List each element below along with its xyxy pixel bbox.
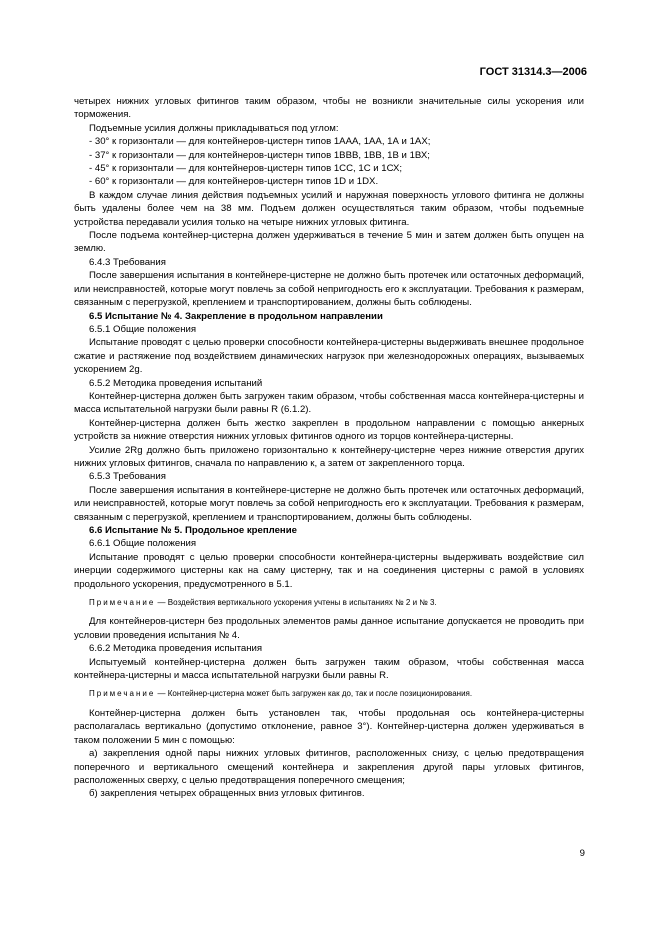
list-item: - 60° к горизонтали — для контейнеров-цистерн типов 1D и 1DX.: [89, 176, 379, 188]
subsection-heading: 6.6.1 Общие положения: [89, 538, 197, 550]
section-heading: 6.5 Испытание № 4. Закрепление в продольном направлении: [89, 310, 383, 322]
paragraph: Контейнер-цистерна должен быть жестко закреплен в продольном направлении с помощью анкерных устройств за нижние отверстия нижних угловых фитингов одного из торцов контейнера-цистерны.: [74, 417, 584, 443]
page-number: 9: [579, 848, 585, 859]
paragraph: В каждом случае линия действия подъемных усилий и наружная поверхность углового фитинга не должны быть удалены более чем на 38 мм. Подъем должен осуществляться таким образом, чтобы подъемные устройства передавали усилия только на четыре нижних угловых фитинга.: [74, 189, 584, 228]
paragraph: Для контейнеров-цистерн без продольных элементов рамы данное испытание допускается не проводить при условии проведения испытания № 4.: [74, 616, 584, 641]
paragraph: Контейнер-цистерна должен быть установлен так, чтобы продольная ось контейнера-цистерны располагалась вертикально (допустимо отклонение, равное 3°). Контейнер-цистерна должен удерживаться в таком положении 5 мин с помощью:: [74, 707, 584, 746]
subsection-heading: 6.4.3 Требования: [89, 256, 166, 268]
subsection-heading: 6.6.2 Методика проведения испытания: [89, 643, 263, 655]
subsection-heading: 6.5.3 Требования: [89, 471, 166, 483]
paragraph: Усилие 2Rg должно быть приложено горизонтально к контейнеру-цистерне через нижние отверстия других нижних угловых фитингов, сначала по направлению к, а затем от закрепленного торца.: [74, 444, 584, 469]
paragraph: четырех нижних угловых фитингов таким образом, чтобы не возникли значительные силы ускорения или торможения.: [74, 96, 584, 121]
note-label: Примечание: [89, 689, 156, 699]
paragraph: Подъемные усилия должны прикладываться под углом:: [89, 122, 339, 134]
paragraph: После завершения испытания в контейнере-цистерне не должно быть протечек или остаточных деформаций, или неисправностей, которые могут повлечь за собой непригодность его к эксплуатации. Требования к размерам, связанным с перегрузкой, креплением и транспортированием, должны быть соблюдены.: [74, 484, 584, 523]
note-label: Примечание: [89, 598, 156, 608]
list-item: - 45° к горизонтали — для контейнеров-цистерн типов 1СС, 1С и 1СХ;: [89, 163, 403, 175]
note-text: — Контейнер-цистерна может быть загружен как до, так и после позиционирования.: [155, 689, 473, 699]
paragraph: Испытание проводят с целью проверки способности контейнера-цистерны выдерживать внешнее продольное сжатие и растяжение под воздействием динамических нагрузок при железнодорожных операциях, вызываемых ускорением 2g.: [74, 337, 584, 376]
paragraph: После завершения испытания в контейнере-цистерне не должно быть протечек или остаточных деформаций, или неисправностей, которые могут повлечь за собой непригодность его к эксплуатации. Требования к размерам, связанным с перегрузкой, креплением и транспортированием, должны быть соблюдены.: [74, 270, 584, 309]
note-text: — Воздействия вертикального ускорения учтены в испытаниях № 2 и № 3.: [155, 598, 437, 608]
list-item: а) закрепления одной пары нижних угловых фитингов, расположенных снизу, с целью предотвращения поперечного и вертикального смещений контейнера и закрепления другой пары угловых фитингов, расположенных сверху, с целью предотвращения поперечного смещения;: [74, 748, 584, 786]
paragraph: Испытуемый контейнер-цистерна должен быть загружен таким образом, чтобы собственная масса контейнера-цистерны и масса испытательной нагрузки были равны R.: [74, 656, 584, 682]
list-item: б) закрепления четырех обращенных вниз угловых фитингов.: [89, 788, 365, 800]
subsection-heading: 6.5.2 Методика проведения испытаний: [89, 377, 263, 389]
document-header: ГОСТ 31314.3—2006: [479, 66, 587, 78]
subsection-heading: 6.5.1 Общие положения: [89, 323, 197, 335]
note: [74, 596, 584, 609]
list-item: - 30° к горизонтали — для контейнеров-цистерн типов 1ААА, 1АА, 1А и 1АХ;: [89, 136, 431, 148]
document-body: [74, 95, 584, 801]
paragraph: Испытание проводят с целью проверки способности контейнера-цистерны выдерживать воздействие сил инерции содержимого цистерны как на саму цистерну, так и на соединения цистерны с рамой в условиях продольного ускорения, предусмотренного в 5.1.: [74, 551, 584, 590]
section-heading: 6.6 Испытание № 5. Продольное крепление: [89, 525, 297, 536]
note: [74, 687, 584, 700]
paragraph: После подъема контейнер-цистерна должен удерживаться в течение 5 мин и затем должен быть опущен на землю.: [74, 230, 584, 255]
list-item: - 37° к горизонтали — для контейнеров-цистерн типов 1ВВВ, 1ВВ, 1В и 1ВХ;: [89, 149, 430, 161]
paragraph: Контейнер-цистерна должен быть загружен таким образом, чтобы собственная масса контейнера-цистерны и масса испытательной нагрузки были равны R (6.1.2).: [74, 390, 584, 416]
